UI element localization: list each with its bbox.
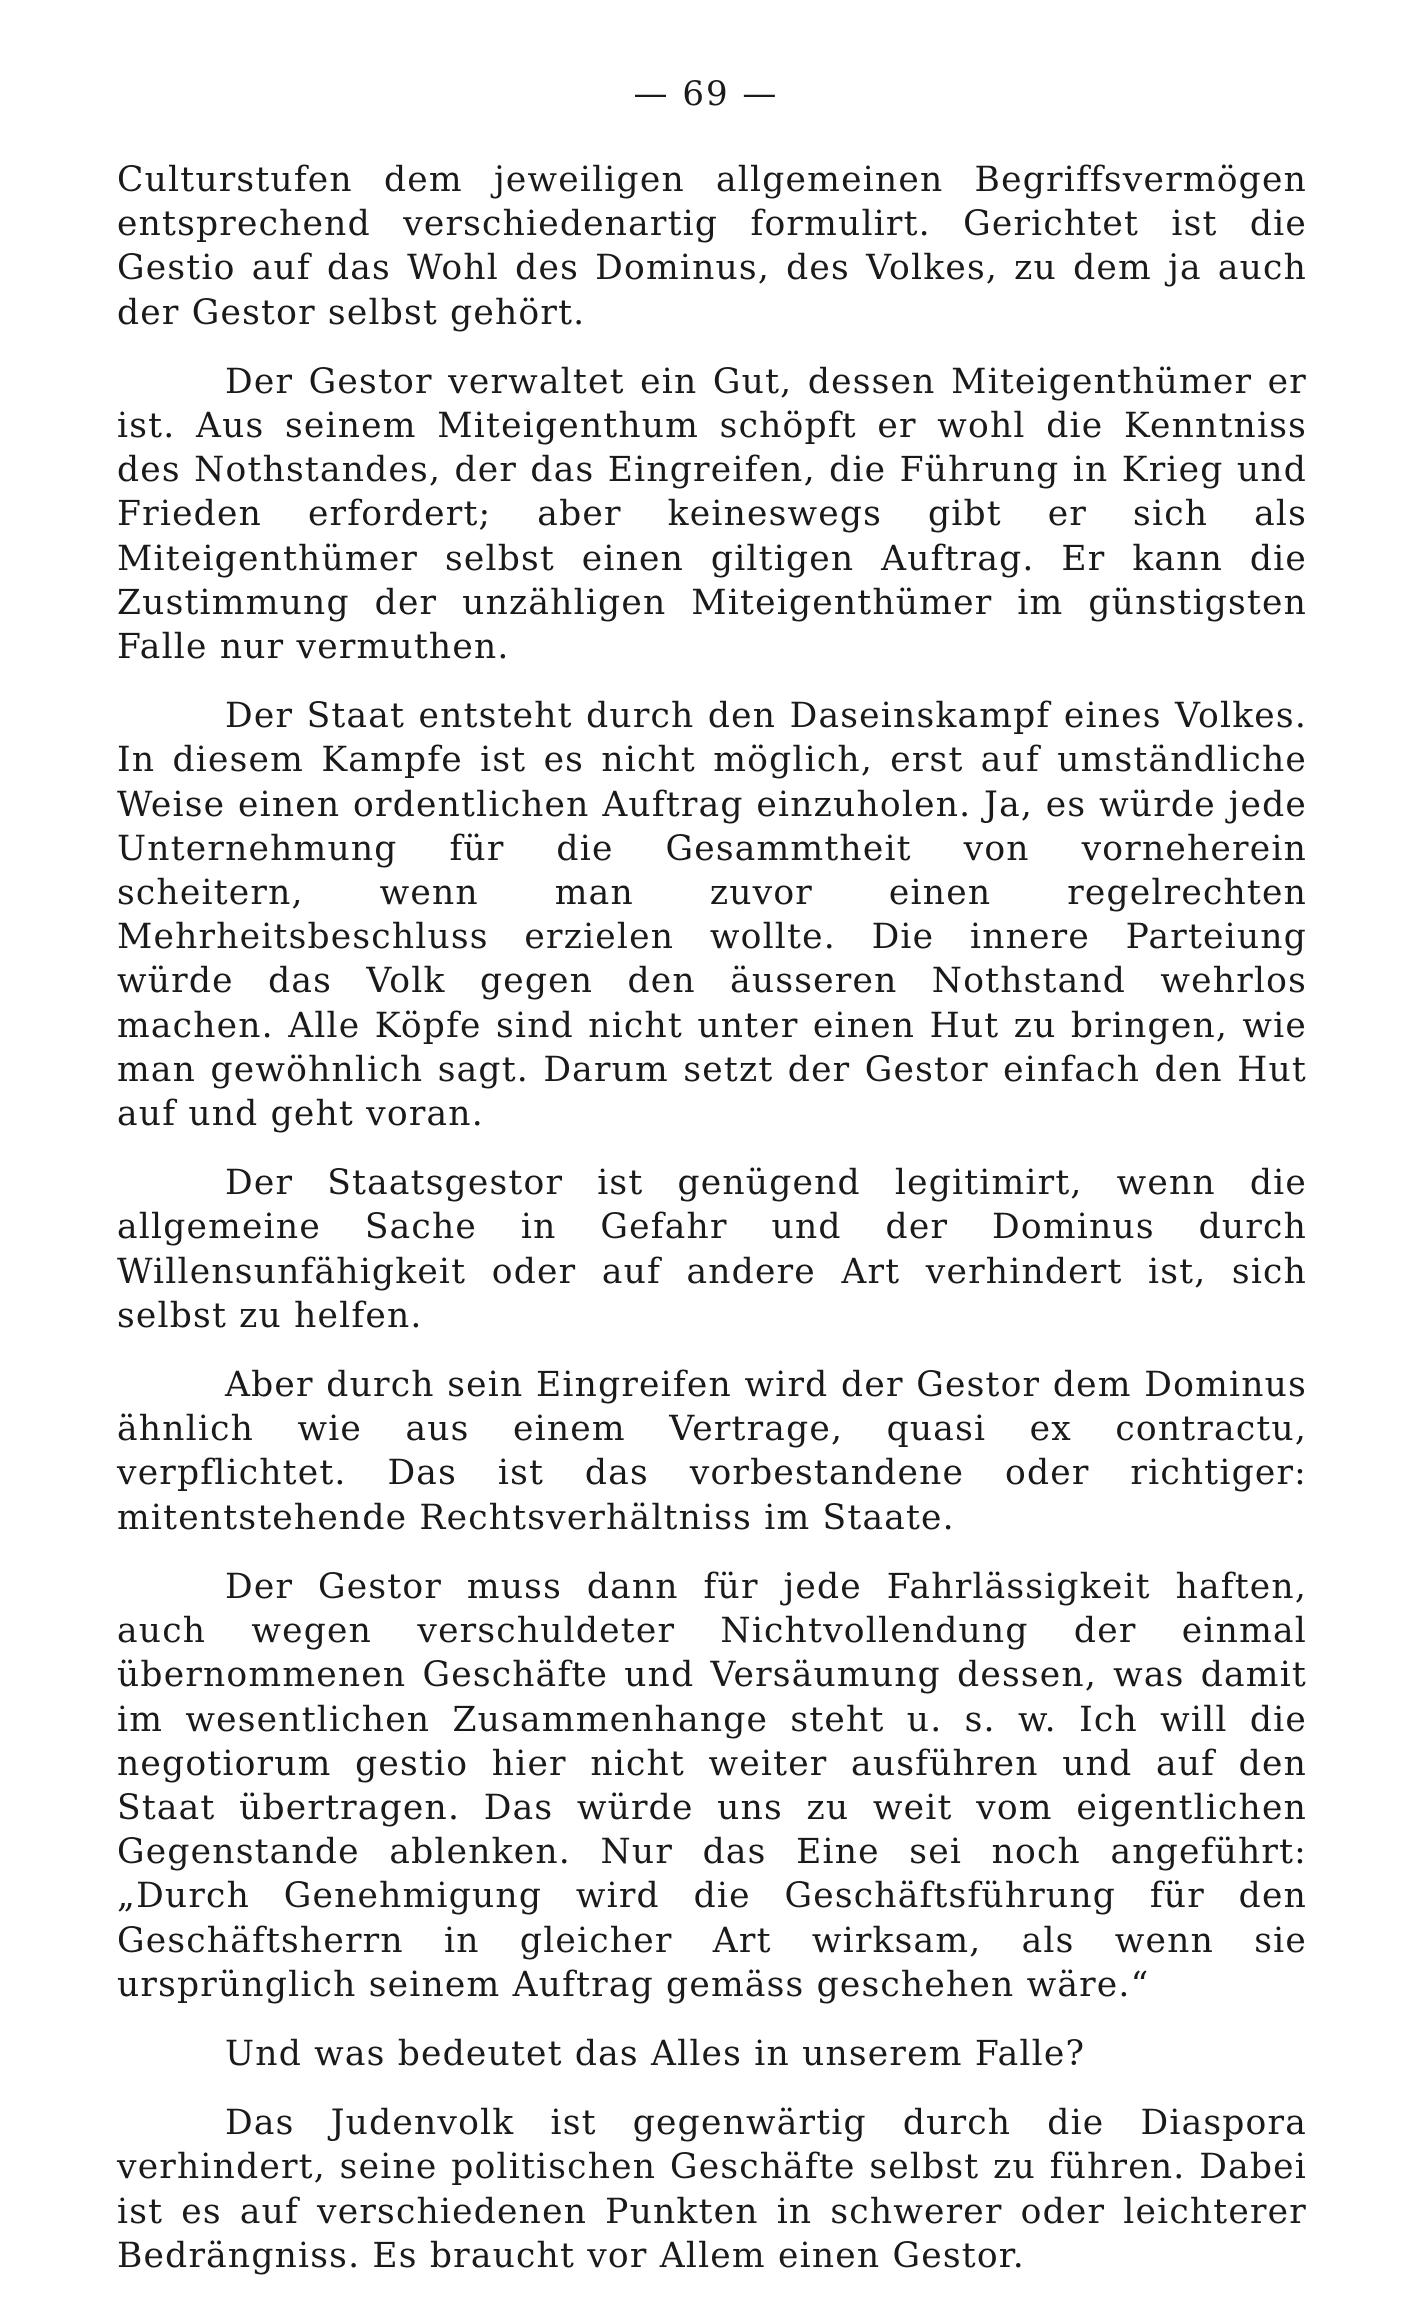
paragraph-2: Der Gestor verwaltet ein Gut, dessen Miteigenthümer er ist. Aus seinem Miteigenthum schöpft er wohl die Kenntniss des Nothstandes, der das Eingreifen, die Führung in Krieg und Frieden erfordert; aber keineswegs gibt er sich als Miteigenthümer selbst einen giltigen Auftrag. Er kann die Zustimmung der unzähligen Miteigenthümer im günstigsten Falle nur vermuthen. xyxy=(117,361,1307,668)
body-text xyxy=(117,158,1307,2303)
paragraph-6: Der Gestor muss dann für jede Fahrlässigkeit haften, auch wegen verschuldeter Nichtvollendung der einmal übernommenen Geschäfte und Versäumung dessen, was damit im wesentlichen Zusammenhange steht u. s. w. Ich will die negotiorum gestio hier nicht weiter ausführen und auf den Staat übertragen. Das würde uns zu weit vom eigentlichen Gegenstande ablenken. Nur das Eine sei noch angeführt: „Durch Genehmigung wird die Geschäftsführung für den Geschäftsherrn in gleicher Art wirksam, als wenn sie ursprünglich seinem Auftrag gemäss geschehen wäre.“ xyxy=(117,1566,1307,2005)
paragraph-3: Der Staat entsteht durch den Daseinskampf eines Volkes. In diesem Kampfe ist es nicht möglich, erst auf umständliche Weise einen ordentlichen Auftrag einzuholen. Ja, es würde jede Unternehmung für die Gesammtheit von vorneherein scheitern, wenn man zuvor einen regelrechten Mehrheitsbeschluss erzielen wollte. Die innere Parteiung würde das Volk gegen den äusseren Nothstand wehrlos machen. Alle Köpfe sind nicht unter einen Hut zu bringen, wie man gewöhnlich sagt. Darum setzt der Gestor einfach den Hut auf und geht voran. xyxy=(117,696,1307,1135)
paragraph-8: Das Judenvolk ist gegenwärtig durch die Diaspora verhindert, seine politischen Geschäfte selbst zu führen. Dabei ist es auf verschiedenen Punkten in schwerer oder leichterer Bedrängniss. Es braucht vor Allem einen Gestor. xyxy=(117,2103,1307,2276)
page-number: — 69 — xyxy=(633,74,779,114)
paragraph-4: Der Staatsgestor ist genügend legitimirt, wenn die allgemeine Sache in Gefahr und der Dominus durch Willensunfähigkeit oder auf andere Art verhindert ist, sich selbst zu helfen. xyxy=(117,1163,1307,1336)
paragraph-1: Culturstufen dem jeweiligen allgemeinen Begriffsvermögen entsprechend verschiedenartig formulirt. Gerichtet ist die Gestio auf das Wohl des Dominus, des Volkes, zu dem ja auch der Gestor selbst gehört. xyxy=(117,160,1307,333)
paragraph-7: Und was bedeutet das Alles in unserem Falle? xyxy=(225,2033,1086,2074)
paragraph-5: Aber durch sein Eingreifen wird der Gestor dem Dominus ähnlich wie aus einem Vertrage, quasi ex contractu, verpflichtet. Das ist das vorbestandene oder richtiger: mitentstehende Rechtsverhältniss im Staate. xyxy=(117,1365,1307,1538)
